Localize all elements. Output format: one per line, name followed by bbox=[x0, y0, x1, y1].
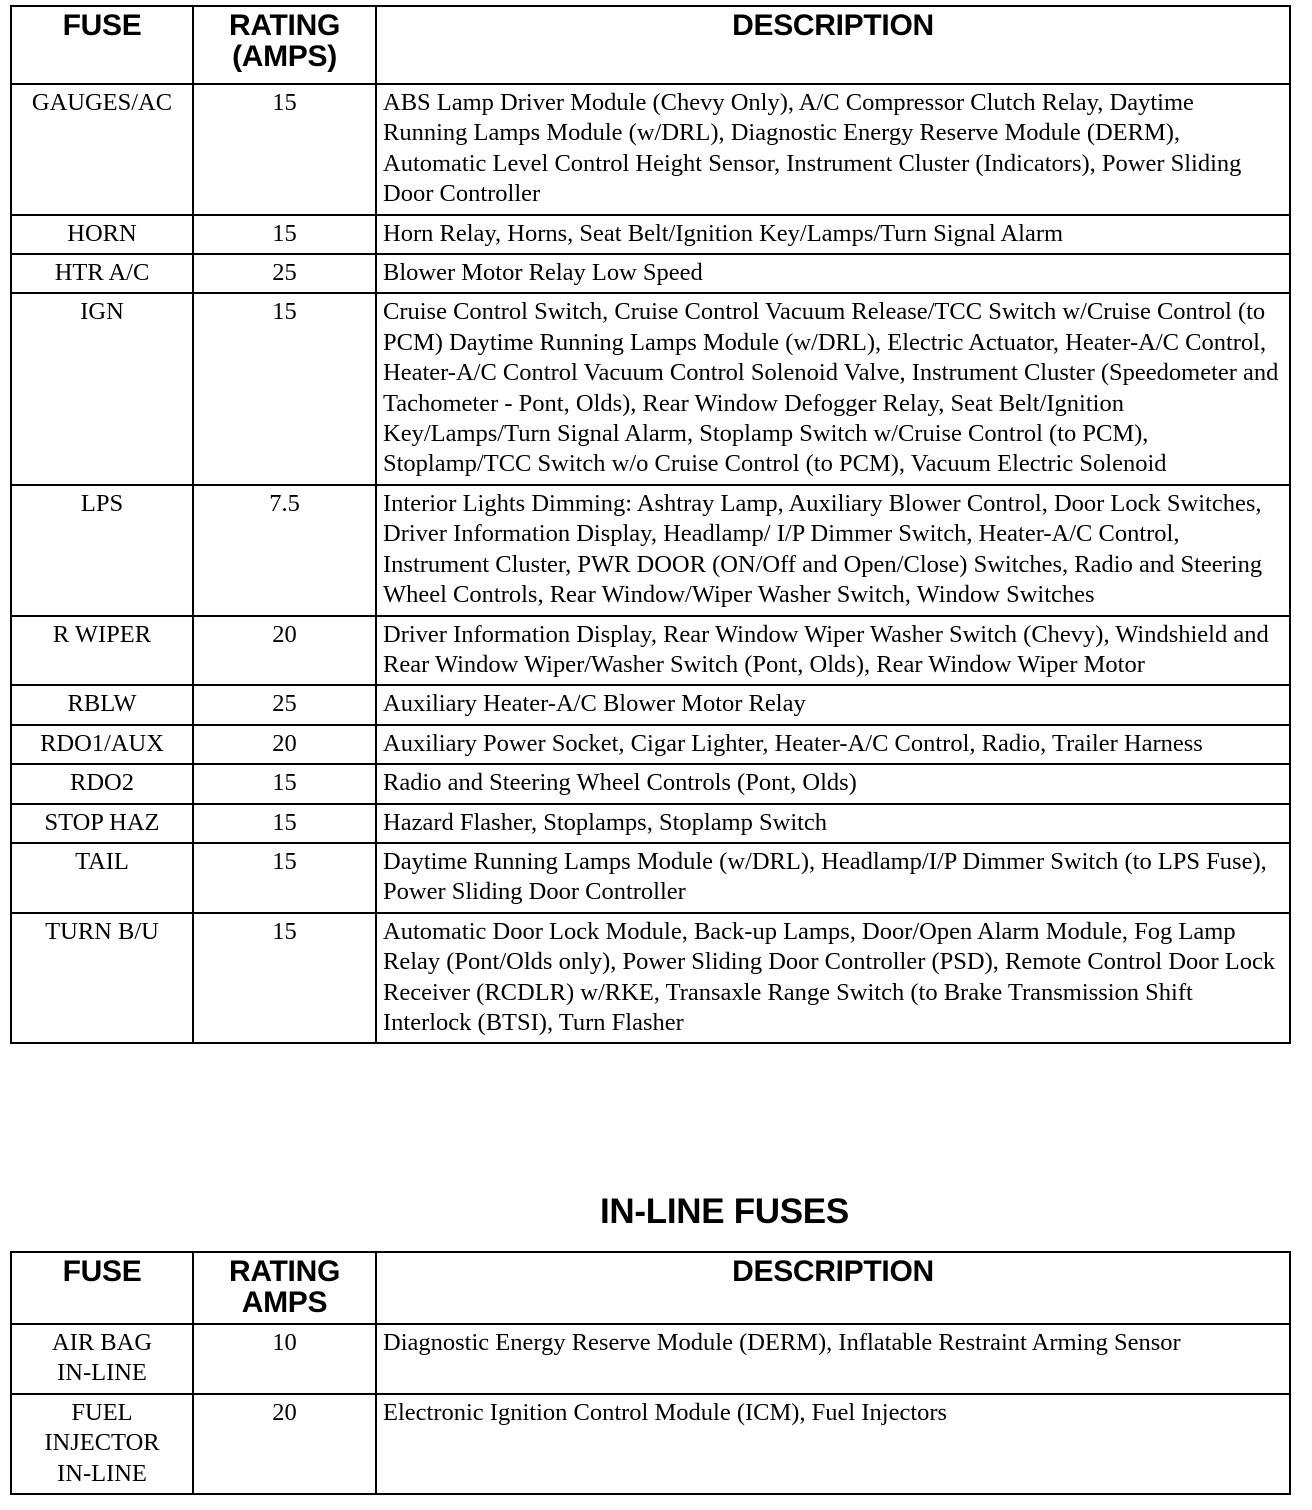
fuse-table bbox=[10, 5, 1291, 1044]
fuse-rating: 20 bbox=[193, 616, 376, 686]
table-row bbox=[11, 725, 1290, 764]
fuse-description: Auxiliary Power Socket, Cigar Lighter, Heater-A/C Control, Radio, Trailer Harness bbox=[376, 725, 1290, 764]
inline-fuse-name bbox=[11, 1324, 193, 1394]
fuse-rating: 7.5 bbox=[193, 485, 376, 616]
table-row bbox=[11, 215, 1290, 254]
table-row bbox=[11, 913, 1290, 1044]
inline-fuse-rating: 10 bbox=[193, 1324, 376, 1394]
inline-description-header: DESCRIPTION bbox=[376, 1252, 1290, 1324]
fuse-description: Hazard Flasher, Stoplamps, Stoplamp Switch bbox=[376, 804, 1290, 843]
fuse-name: IGN bbox=[11, 293, 193, 484]
inline-fuse-name-line: IN-LINE bbox=[57, 1459, 147, 1487]
inline-rating-header-line2: AMPS bbox=[241, 1286, 328, 1319]
inline-table-row bbox=[11, 1394, 1290, 1494]
fuse-description: Auxiliary Heater-A/C Blower Motor Relay bbox=[376, 685, 1290, 724]
fuse-name: TURN B/U bbox=[11, 913, 193, 1044]
fuse-description: Driver Information Display, Rear Window Wiper Washer Switch (Chevy), Windshield and Rear Window Wiper/Washer Switch (Pont, Olds), Rear Window Wiper Motor bbox=[376, 616, 1290, 686]
inline-rating-header bbox=[193, 1252, 376, 1324]
inline-fuse-name-line: IN-LINE bbox=[57, 1359, 147, 1387]
description-header: DESCRIPTION bbox=[376, 6, 1290, 84]
fuse-rating: 15 bbox=[193, 84, 376, 215]
fuse-rating: 15 bbox=[193, 804, 376, 843]
inline-fuse-header: FUSE bbox=[11, 1252, 193, 1324]
fuse-name: STOP HAZ bbox=[11, 804, 193, 843]
fuse-rating: 25 bbox=[193, 254, 376, 293]
table-row bbox=[11, 764, 1290, 803]
fuse-rating: 20 bbox=[193, 725, 376, 764]
fuse-description: Radio and Steering Wheel Controls (Pont, Olds) bbox=[376, 764, 1290, 803]
fuse-rating: 15 bbox=[193, 293, 376, 484]
fuse-description: Interior Lights Dimming: Ashtray Lamp, Auxiliary Blower Control, Door Lock Switches, Driver Information Display, Headlamp/ I/P Dimmer Switch, Heater-A/C Control, Instrument Cluster, PWR DOOR (ON/Off and Open/Close) Switches, Radio and Steering Wheel Controls, Rear Window/Wiper Washer Switch, Window Switches bbox=[376, 485, 1290, 616]
fuse-name: HTR A/C bbox=[11, 254, 193, 293]
table-row bbox=[11, 485, 1290, 616]
fuse-description: Cruise Control Switch, Cruise Control Vacuum Release/TCC Switch w/Cruise Control (to PCM) Daytime Running Lamps Module (w/DRL), Electric Actuator, Heater-A/C Control, Heater-A/C Control Vacuum Control Solenoid Valve, Instrument Cluster (Speedometer and Tachometer - Pont, Olds), Rear Window Defogger Relay, Seat Belt/Ignition Key/Lamps/Turn Signal Alarm, Stoplamp Switch w/Cruise Control (to PCM), Stoplamp/TCC Switch w/o Cruise Control (to PCM), Vacuum Electric Solenoid bbox=[376, 293, 1290, 484]
table-row bbox=[11, 804, 1290, 843]
inline-fuse-description: Electronic Ignition Control Module (ICM), Fuel Injectors bbox=[376, 1394, 1290, 1494]
inline-table-row bbox=[11, 1324, 1290, 1394]
fuse-name: TAIL bbox=[11, 843, 193, 913]
rating-header-line2: (AMPS) bbox=[232, 40, 337, 73]
inline-fuse-table-body bbox=[11, 1324, 1290, 1494]
inline-fuse-rating: 20 bbox=[193, 1394, 376, 1494]
table-row bbox=[11, 843, 1290, 913]
fuse-header: FUSE bbox=[11, 6, 193, 84]
fuse-name: RDO1/AUX bbox=[11, 725, 193, 764]
fuse-rating: 25 bbox=[193, 685, 376, 724]
inline-fuse-name bbox=[11, 1394, 193, 1494]
fuse-rating: 15 bbox=[193, 764, 376, 803]
inline-rating-header-line1: RATING bbox=[229, 1255, 340, 1288]
fuse-description: Daytime Running Lamps Module (w/DRL), Headlamp/I/P Dimmer Switch (to LPS Fuse), Power Sliding Door Controller bbox=[376, 843, 1290, 913]
inline-header-row bbox=[11, 1252, 1290, 1324]
inline-fuse-name-line: INJECTOR bbox=[44, 1429, 160, 1457]
fuse-description: Horn Relay, Horns, Seat Belt/Ignition Key/Lamps/Turn Signal Alarm bbox=[376, 215, 1290, 254]
fuse-rating: 15 bbox=[193, 215, 376, 254]
fuse-table-body bbox=[11, 84, 1290, 1043]
inline-fuse-name-line: AIR BAG bbox=[51, 1329, 153, 1356]
inline-fuse-table bbox=[10, 1251, 1291, 1495]
fuse-name: RDO2 bbox=[11, 764, 193, 803]
table-row bbox=[11, 293, 1290, 484]
fuse-name: HORN bbox=[11, 215, 193, 254]
table-row bbox=[11, 685, 1290, 724]
fuse-name: RBLW bbox=[11, 685, 193, 724]
table-row bbox=[11, 84, 1290, 215]
inline-fuse-description: Diagnostic Energy Reserve Module (DERM), Inflatable Restraint Arming Sensor bbox=[376, 1324, 1290, 1394]
fuse-name: LPS bbox=[11, 485, 193, 616]
inline-fuse-name-line: FUEL bbox=[71, 1398, 133, 1426]
rating-header bbox=[193, 6, 376, 84]
fuse-description: Automatic Door Lock Module, Back-up Lamps, Door/Open Alarm Module, Fog Lamp Relay (Pont/Olds only), Power Sliding Door Controller (PSD), Remote Control Door Lock Receiver (RCDLR) w/RKE, Transaxle Range Switch (to Brake Transmission Shift Interlock (BTSI), Turn Flasher bbox=[376, 913, 1290, 1044]
fuse-description: ABS Lamp Driver Module (Chevy Only), A/C Compressor Clutch Relay, Daytime Running Lamps Module (w/DRL), Diagnostic Energy Reserve Module (DERM), Automatic Level Control Height Sensor, Instrument Cluster (Indicators), Power Sliding Door Controller bbox=[376, 84, 1290, 215]
header-row bbox=[11, 6, 1290, 84]
rating-header-line1: RATING bbox=[229, 9, 340, 42]
fuse-rating: 15 bbox=[193, 913, 376, 1044]
fuse-name: R WIPER bbox=[11, 616, 193, 686]
fuse-name: GAUGES/AC bbox=[11, 84, 193, 215]
table-row bbox=[11, 616, 1290, 686]
table-row bbox=[11, 254, 1290, 293]
inline-fuses-title: IN-LINE FUSES bbox=[600, 1192, 849, 1231]
fuse-rating: 15 bbox=[193, 843, 376, 913]
fuse-description: Blower Motor Relay Low Speed bbox=[376, 254, 1290, 293]
